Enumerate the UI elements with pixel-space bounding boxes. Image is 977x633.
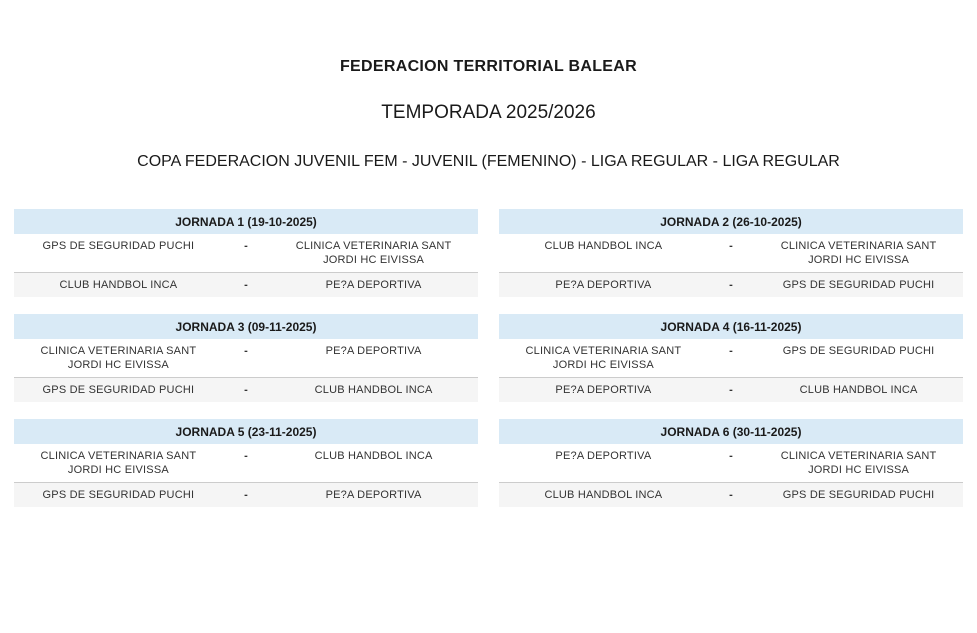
match-row (499, 234, 963, 272)
match-list (14, 339, 478, 402)
jornada-title: JORNADA 1 (19-10-2025) (14, 209, 478, 234)
home-team: CLUB HANDBOL INCA (544, 240, 663, 252)
match-row (499, 444, 963, 482)
jornadas-grid (14, 209, 963, 507)
match-row (14, 377, 478, 402)
match-separator: - (729, 240, 733, 252)
jornada-title: JORNADA 6 (30-11-2025) (499, 419, 963, 444)
match-list (14, 234, 478, 297)
season-title: TEMPORADA 2025/2026 (381, 102, 596, 123)
home-team: GPS DE SEGURIDAD PUCHI (42, 384, 195, 396)
match-list (499, 234, 963, 297)
match-row (499, 377, 963, 402)
jornada-title: JORNADA 2 (26-10-2025) (499, 209, 963, 234)
match-separator: - (729, 489, 733, 501)
jornada-title: JORNADA 3 (09-11-2025) (14, 314, 478, 339)
match-row (14, 482, 478, 507)
away-team: CLUB HANDBOL INCA (314, 384, 433, 396)
match-row (14, 339, 478, 377)
match-row (499, 482, 963, 507)
match-separator: - (244, 345, 248, 357)
match-list (14, 444, 478, 507)
home-team: PE?A DEPORTIVA (555, 384, 652, 396)
away-team: CLUB HANDBOL INCA (314, 450, 433, 462)
match-list (499, 444, 963, 507)
match-separator: - (729, 345, 733, 357)
match-row (499, 272, 963, 297)
federation-title: FEDERACION TERRITORIAL BALEAR (339, 58, 637, 75)
home-team: CLINICA VETERINARIA SANT JORDI HC EIVISSA (40, 450, 197, 476)
competition-title: COPA FEDERACION JUVENIL FEM - JUVENIL (FEMENINO) - LIGA REGULAR - LIGA REGULAR (137, 153, 840, 170)
away-team: PE?A DEPORTIVA (325, 279, 422, 291)
jornada-block (14, 419, 478, 507)
match-row (499, 339, 963, 377)
jornada-block (14, 314, 478, 402)
match-row (14, 444, 478, 482)
away-team: PE?A DEPORTIVA (325, 489, 422, 501)
away-team: GPS DE SEGURIDAD PUCHI (782, 279, 935, 291)
away-team: GPS DE SEGURIDAD PUCHI (782, 345, 935, 357)
away-team: CLUB HANDBOL INCA (799, 384, 918, 396)
match-separator: - (244, 279, 248, 291)
home-team: GPS DE SEGURIDAD PUCHI (42, 489, 195, 501)
match-separator: - (244, 489, 248, 501)
match-separator: - (244, 450, 248, 462)
home-team: CLINICA VETERINARIA SANT JORDI HC EIVISSA (525, 345, 682, 371)
home-team: PE?A DEPORTIVA (555, 450, 652, 462)
jornada-block (499, 209, 963, 297)
match-separator: - (244, 384, 248, 396)
away-team: GPS DE SEGURIDAD PUCHI (782, 489, 935, 501)
home-team: CLUB HANDBOL INCA (59, 279, 178, 291)
match-row (14, 234, 478, 272)
away-team: CLINICA VETERINARIA SANT JORDI HC EIVISSA (295, 240, 452, 266)
away-team: PE?A DEPORTIVA (325, 345, 422, 357)
jornada-title: JORNADA 4 (16-11-2025) (499, 314, 963, 339)
match-list (499, 339, 963, 402)
match-row (14, 272, 478, 297)
jornada-block (499, 419, 963, 507)
match-separator: - (729, 279, 733, 291)
away-team: CLINICA VETERINARIA SANT JORDI HC EIVISSA (780, 450, 937, 476)
home-team: PE?A DEPORTIVA (555, 279, 652, 291)
jornada-title: JORNADA 5 (23-11-2025) (14, 419, 478, 444)
home-team: GPS DE SEGURIDAD PUCHI (42, 240, 195, 252)
home-team: CLINICA VETERINARIA SANT JORDI HC EIVISSA (40, 345, 197, 371)
away-team: CLINICA VETERINARIA SANT JORDI HC EIVISSA (780, 240, 937, 266)
match-separator: - (244, 240, 248, 252)
match-separator: - (729, 450, 733, 462)
jornada-block (499, 314, 963, 402)
home-team: CLUB HANDBOL INCA (544, 489, 663, 501)
match-separator: - (729, 384, 733, 396)
jornada-block (14, 209, 478, 297)
